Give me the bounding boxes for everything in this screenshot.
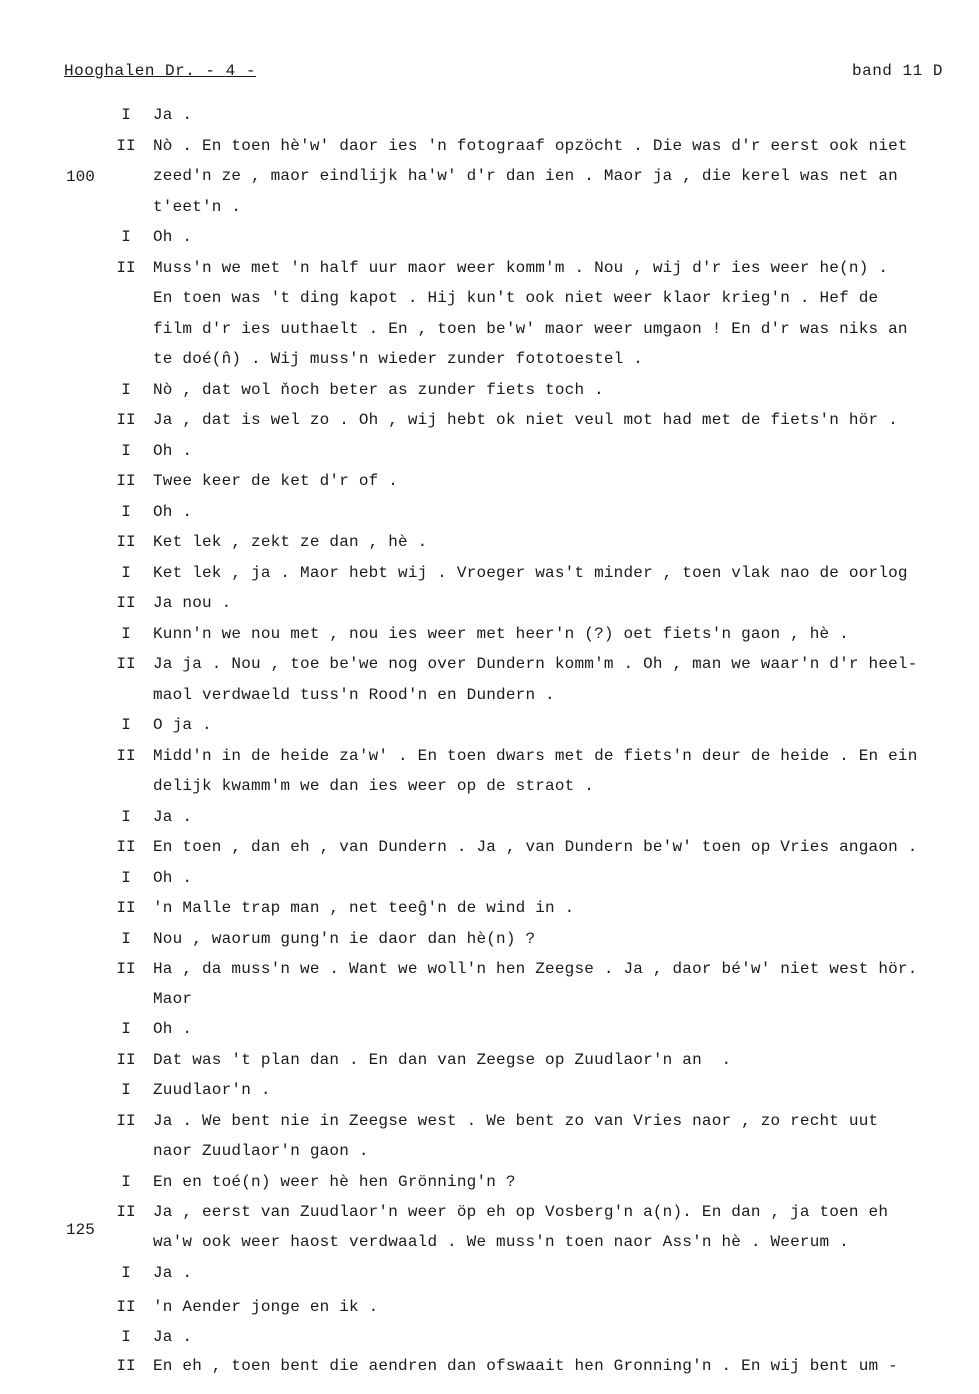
speaker-label: I xyxy=(121,930,131,948)
utterance-text: Dat was 't plan dan . En dan van Zeegse op Zuudlaor'n an . xyxy=(153,1051,732,1069)
speaker-label: II xyxy=(116,411,136,429)
speaker-label: II xyxy=(116,747,136,765)
utterance-text: Twee keer de ket d'r of . xyxy=(153,472,399,490)
utterance-text: Ja ja . Nou , toe be'we nog over Dundern komm'm . Oh , man we waar'n d'r heel- xyxy=(153,655,918,673)
utterance-text: Ket lek , zekt ze dan , hè . xyxy=(153,533,428,551)
transcript-line xyxy=(0,777,979,801)
utterance-text: naor Zuudlaor'n gaon . xyxy=(153,1142,369,1160)
transcript-line xyxy=(0,1112,979,1136)
utterance-text: maol verdwaeld tuss'n Rood'n en Dundern . xyxy=(153,686,555,704)
utterance-text: t'eet'n . xyxy=(153,198,242,216)
transcript-line xyxy=(0,1020,979,1044)
utterance-text: Ha , da muss'n we . Want we woll'n hen Zeegse . Ja , daor bé'w' niet west hör. xyxy=(153,960,918,978)
speaker-label: II xyxy=(116,1051,136,1069)
transcript-line xyxy=(0,899,979,923)
utterance-text: Midd'n in de heide za'w' . En toen dwars met de fiets'n deur de heide . En ein xyxy=(153,747,918,765)
speaker-label: II xyxy=(116,960,136,978)
transcript-line xyxy=(0,106,979,130)
speaker-label: I xyxy=(121,1081,131,1099)
utterance-text: Ja . We bent nie in Zeegse west . We bent zo van Vries naor , zo recht uut xyxy=(153,1112,879,1130)
utterance-text: wa'w ook weer haost verdwaald . We muss'n toen naor Ass'n hè . Weerum . xyxy=(153,1233,849,1251)
speaker-label: II xyxy=(116,1203,136,1221)
page-header-tape: band 11 D xyxy=(852,62,943,80)
speaker-label: I xyxy=(121,1328,131,1346)
utterance-text: En toen was 't ding kapot . Hij kun't ook niet weer klaor krieg'n . Hef de xyxy=(153,289,879,307)
utterance-text: En en toé(n) weer hè hen Grönning'n ? xyxy=(153,1173,516,1191)
speaker-label: I xyxy=(121,564,131,582)
utterance-text: Ja . xyxy=(153,106,193,124)
page-header-title: Hooghalen Dr. - 4 - xyxy=(64,62,256,80)
utterance-text: Muss'n we met 'n half uur maor weer komm'm . Nou , wij d'r ies weer he(n) . xyxy=(153,259,889,277)
utterance-text: Kunn'n we nou met , nou ies weer met heer'n (?) oet fiets'n gaon , hè . xyxy=(153,625,849,643)
transcript-line xyxy=(0,167,979,191)
transcript-line xyxy=(0,289,979,313)
transcript-line xyxy=(0,320,979,344)
transcript-line xyxy=(0,869,979,893)
utterance-text: Ja . xyxy=(153,808,193,826)
line-number-marker: 100 xyxy=(66,168,95,186)
utterance-text: te doé(n̂) . Wij muss'n wieder zunder fototoestel . xyxy=(153,350,644,368)
utterance-text: Ket lek , ja . Maor hebt wij . Vroeger was't minder , toen vlak nao de oorlog xyxy=(153,564,908,582)
utterance-text: Nò , dat wol ňoch beter as zunder fiets toch . xyxy=(153,381,604,399)
transcript-line xyxy=(0,1264,979,1288)
utterance-text: Nou , waorum gung'n ie daor dan hè(n) ? xyxy=(153,930,536,948)
transcript-line xyxy=(0,1298,979,1322)
speaker-label: I xyxy=(121,808,131,826)
utterance-text: En toen , dan eh , van Dundern . Ja , van Dundern be'w' toen op Vries angaon . xyxy=(153,838,918,856)
transcript-line xyxy=(0,625,979,649)
transcript-line xyxy=(0,1142,979,1166)
speaker-label: I xyxy=(121,1020,131,1038)
speaker-label: II xyxy=(116,1357,136,1375)
speaker-label: II xyxy=(116,655,136,673)
utterance-text: Oh . xyxy=(153,503,193,521)
utterance-text: delijk kwamm'm we dan ies weer op de straot . xyxy=(153,777,595,795)
utterance-text: Oh . xyxy=(153,228,193,246)
transcript-line xyxy=(0,198,979,222)
speaker-label: I xyxy=(121,228,131,246)
speaker-label: II xyxy=(116,137,136,155)
speaker-label: I xyxy=(121,869,131,887)
speaker-label: I xyxy=(121,106,131,124)
transcript-line xyxy=(0,411,979,435)
speaker-label: II xyxy=(116,838,136,856)
transcript-line xyxy=(0,808,979,832)
transcript-line xyxy=(0,533,979,557)
transcript-line xyxy=(0,960,979,984)
speaker-label: I xyxy=(121,381,131,399)
speaker-label: II xyxy=(116,899,136,917)
speaker-label: I xyxy=(121,625,131,643)
speaker-label: II xyxy=(116,1298,136,1316)
utterance-text: Ja . xyxy=(153,1264,193,1282)
transcript-line xyxy=(0,381,979,405)
transcript-line xyxy=(0,1328,979,1352)
utterance-text: O ja . xyxy=(153,716,212,734)
speaker-label: I xyxy=(121,1173,131,1191)
transcript-line xyxy=(0,442,979,466)
speaker-label: II xyxy=(116,472,136,490)
utterance-text: Ja . xyxy=(153,1328,193,1346)
transcript-line xyxy=(0,228,979,252)
utterance-text: 'n Aender jonge en ik . xyxy=(153,1298,379,1316)
utterance-text: Ja nou . xyxy=(153,594,232,612)
transcript-line xyxy=(0,472,979,496)
transcript-line xyxy=(0,137,979,161)
utterance-text: Oh . xyxy=(153,1020,193,1038)
utterance-text: Zuudlaor'n . xyxy=(153,1081,271,1099)
speaker-label: II xyxy=(116,259,136,277)
speaker-label: I xyxy=(121,442,131,460)
transcript-line xyxy=(0,686,979,710)
utterance-text: Ja , eerst van Zuudlaor'n weer öp eh op Vosberg'n a(n). En dan , ja toen eh xyxy=(153,1203,889,1221)
utterance-text: zeed'n ze , maor eindlijk ha'w' d'r dan ien . Maor ja , die kerel was net an xyxy=(153,167,898,185)
speaker-label: I xyxy=(121,503,131,521)
transcript-line xyxy=(0,930,979,954)
transcript-line xyxy=(0,655,979,679)
utterance-text: Ja , dat is wel zo . Oh , wij hebt ok niet veul mot had met de fiets'n hör . xyxy=(153,411,898,429)
line-number-marker: 125 xyxy=(66,1221,95,1239)
utterance-text: film d'r ies uuthaelt . En , toen be'w' maor weer umgaon ! En d'r was niks an xyxy=(153,320,908,338)
speaker-label: II xyxy=(116,594,136,612)
transcript-line xyxy=(0,747,979,771)
transcript-line xyxy=(0,350,979,374)
speaker-label: I xyxy=(121,1264,131,1282)
speaker-label: II xyxy=(116,533,136,551)
transcript-line xyxy=(0,259,979,283)
utterance-text: Oh . xyxy=(153,442,193,460)
transcript-line xyxy=(0,1051,979,1075)
transcript-line xyxy=(0,1233,979,1257)
utterance-text: 'n Malle trap man , net teeĝ'n de wind in . xyxy=(153,899,575,917)
transcript-line xyxy=(0,1357,979,1381)
transcript-line xyxy=(0,594,979,618)
transcript-line xyxy=(0,990,979,1014)
utterance-text: Nò . En toen hè'w' daor ies 'n fotograaf opzöcht . Die was d'r eerst ook niet xyxy=(153,137,908,155)
transcript-line xyxy=(0,1081,979,1105)
transcript-line xyxy=(0,838,979,862)
transcript-line xyxy=(0,564,979,588)
transcript-line xyxy=(0,1203,979,1227)
transcript-line xyxy=(0,503,979,527)
transcript-line xyxy=(0,716,979,740)
transcript-line xyxy=(0,1173,979,1197)
utterance-text: Oh . xyxy=(153,869,193,887)
speaker-label: I xyxy=(121,716,131,734)
speaker-label: II xyxy=(116,1112,136,1130)
utterance-text: En eh , toen bent die aendren dan ofswaait hen Gronning'n . En wij bent um - xyxy=(153,1357,898,1375)
utterance-text: Maor xyxy=(153,990,193,1008)
